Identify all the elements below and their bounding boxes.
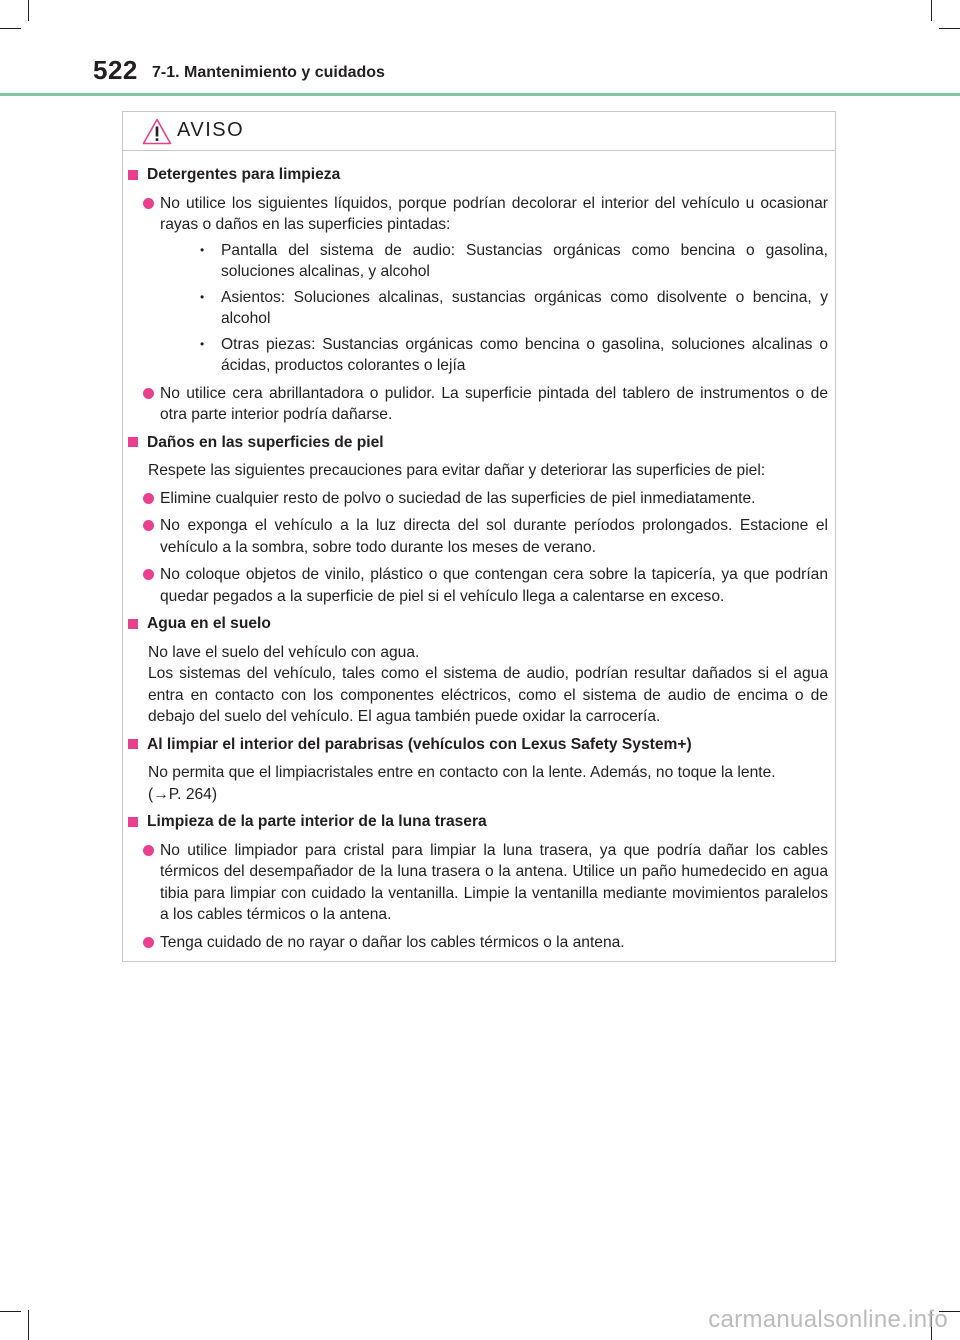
sub-list-item <box>160 240 828 283</box>
crop-mark-bl-h <box>0 1311 21 1312</box>
section-heading <box>128 734 828 756</box>
paragraph-line: No lave el suelo del vehículo con agua. <box>148 643 420 661</box>
list-item-text: Tenga cuidado de no rayar o dañar los cables térmicos o la antena. <box>160 933 625 951</box>
sub-list-item-text: Asientos: Soluciones alcalinas, sustancias orgánicas como disolvente o bencina, y alcohol <box>221 288 828 327</box>
section-title: 7-1. Mantenimiento y cuidados <box>152 64 385 81</box>
section-heading <box>128 164 828 186</box>
crop-mark-tr-h <box>939 28 960 29</box>
sub-list-item-text: Otras piezas: Sustancias orgánicas como bencina o gasolina, soluciones alcalinas o ácidas, productos colorantes o lejía <box>221 335 828 374</box>
small-dot-icon: • <box>200 289 205 304</box>
page-reference-link[interactable]: (→P. 264) <box>148 785 218 803</box>
list-item-text: No utilice los siguientes líquidos, porque podrían decolorar el interior del vehículo u ocasionar rayas o daños en las superficies pintadas: <box>160 194 828 233</box>
paragraph-line: No permita que el limpiacristales entre en contacto con la lente. Además, no toque la lente. <box>148 764 776 781</box>
circle-bullet-icon <box>143 520 154 531</box>
circle-bullet-icon <box>143 937 154 948</box>
footer-watermark: carmanualsonline.info <box>708 1306 948 1333</box>
sub-list-item-text: Pantalla del sistema de audio: Sustancias orgánicas como bencina o gasolina, soluciones alcalinas, y alcohol <box>221 241 828 280</box>
circle-bullet-icon <box>143 569 154 580</box>
crop-mark-tl-h <box>0 28 21 29</box>
section-agua <box>128 613 828 728</box>
square-bullet-icon <box>128 817 138 827</box>
circle-bullet-icon <box>143 493 154 504</box>
sub-list-item <box>160 334 828 377</box>
section-paragraph <box>128 762 828 805</box>
list-item <box>128 564 828 607</box>
list-item-text: No coloque objetos de vinilo, plástico o que contengan cera sobre la tapicería, ya que podrían quedar pegados a la superficie de piel si el vehículo llega a calentarse en exceso. <box>160 566 828 605</box>
warning-body <box>123 151 835 959</box>
crop-mark-tl-v <box>28 0 29 21</box>
section-parabrisas <box>128 734 828 806</box>
circle-bullet-icon <box>143 388 154 399</box>
square-bullet-icon <box>128 170 138 180</box>
square-bullet-icon <box>128 437 138 447</box>
section-heading-text: Detergentes para limpieza <box>147 166 341 183</box>
circle-bullet-icon <box>143 198 154 209</box>
list-item-text: No utilice limpiador para cristal para limpiar la luna trasera, ya que podría dañar los cables térmicos del desempañador de la luna trasera o la antena. Utilice un paño humedecido en agua tibia para limpiar con cuidado la ventanilla. Limpie la ventanilla mediante movimientos paralelos a los cables térmicos o la antena. <box>160 841 828 923</box>
circle-bullet-icon <box>143 845 154 856</box>
crop-mark-tr-v <box>931 0 932 21</box>
section-heading <box>128 432 828 454</box>
small-dot-icon: • <box>200 242 205 257</box>
warning-triangle-icon <box>142 118 172 145</box>
small-dot-icon: • <box>200 336 205 351</box>
section-detergentes <box>128 164 828 426</box>
list-item <box>128 515 828 558</box>
sub-list-item <box>160 287 828 330</box>
warning-label: AVISO <box>177 119 245 141</box>
section-piel <box>128 432 828 608</box>
section-heading <box>128 811 828 833</box>
list-item <box>128 193 828 377</box>
list-item-text: No exponga el vehículo a la luz directa del sol durante períodos prolongados. Estacione el vehículo a la sombra, sobre todo durante los meses de verano. <box>160 517 828 556</box>
list-item <box>128 383 828 426</box>
list-item <box>128 932 828 954</box>
section-intro: Respete las siguientes precauciones para evitar dañar y deteriorar las superficies de piel: <box>148 462 766 479</box>
paragraph-line: Los sistemas del vehículo, tales como el sistema de audio, podrían resultar dañados si el agua entra en contacto con los componentes eléctricos, como el sistema de audio de encima o de debajo del suelo del vehículo. El agua también puede oxidar la carrocería. <box>148 665 828 725</box>
section-heading-text: Agua en el suelo <box>147 615 271 632</box>
page-number: 522 <box>93 55 138 85</box>
warning-header <box>123 112 835 151</box>
list-item-text: No utilice cera abrillantadora o pulidor. La superficie pintada del tablero de instrumentos o de otra parte interior podría dañarse. <box>160 384 828 423</box>
list-item-text: Elimine cualquier resto de polvo o suciedad de las superficies de piel inmediatamente. <box>160 489 756 507</box>
list-item <box>128 488 828 510</box>
section-luna-trasera <box>128 811 828 953</box>
section-paragraph <box>128 642 828 728</box>
warning-box <box>122 111 836 962</box>
section-heading-text: Daños en las superficies de piel <box>147 433 384 451</box>
square-bullet-icon <box>128 739 138 749</box>
section-heading-text: Limpieza de la parte interior de la luna trasera <box>147 813 487 830</box>
square-bullet-icon <box>128 619 138 629</box>
section-heading-text: Al limpiar el interior del parabrisas (vehículos con Lexus Safety System+) <box>147 735 692 753</box>
crop-mark-bl-v <box>28 1310 29 1340</box>
header-rule <box>0 93 960 96</box>
list-item <box>128 840 828 926</box>
section-heading <box>128 613 828 635</box>
